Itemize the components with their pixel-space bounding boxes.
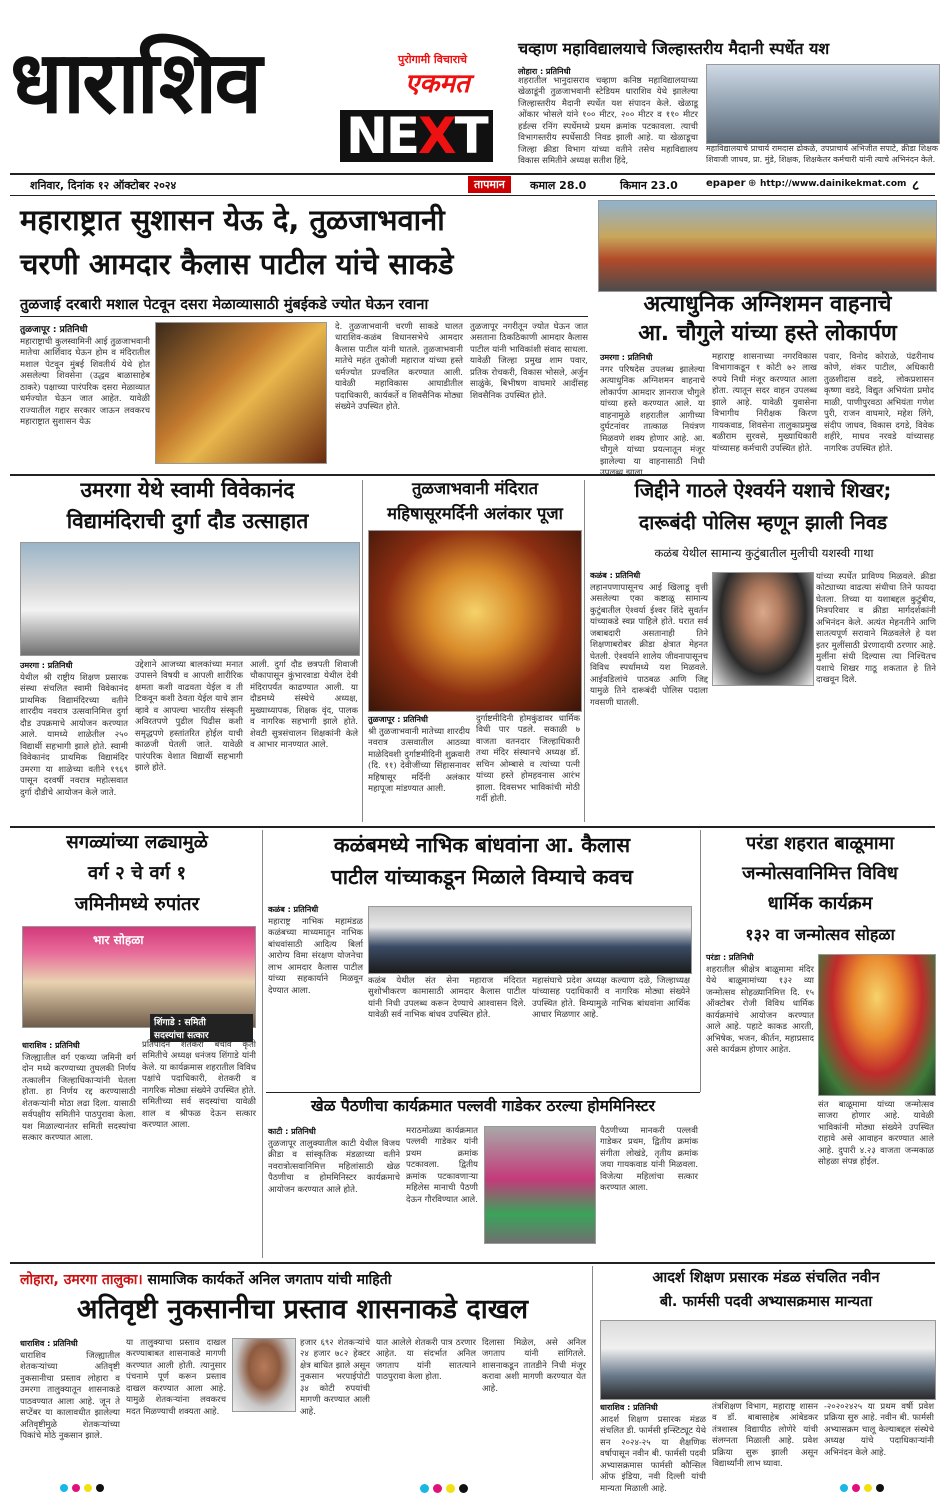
nabhik-col3: महासंघाचे प्रदेश अध्यक्ष कल्याण दळे, जिल्हाध्यक्ष यांच्यासह पदाधिकारी व नागरिक मोठ्या संख्येने उपस्थित होते. विम्यामुळे नाभिक बांधवांना आर्थिक आधार मिळणार आहे. — [532, 976, 690, 1021]
swami-headline-1: उमरगा येथे स्वामी विवेकानंद — [80, 478, 295, 502]
bottom-left-byline: धाराशिव : प्रतिनिधी — [20, 1339, 78, 1348]
bottom-right-col2: तंत्रशिक्षण विभाग, महाराष्ट्र शासन व डॉ. बाबासाहेब आंबेडकर तंत्रशास्त्र विद्यापीठ लोणेरे यांची संलग्नता मिळाली आहे. प्रवेश प्रक्रिया सुरू झाली असून विद्यार्थ्यांनी लाभ घ्यावा. — [712, 1402, 818, 1470]
bottom-left-col3: हजार ६९२ शेतकऱ्यांचे २४ हजार ७८२ हेक्टर क्षेत्र बाधित झाले असून नुकसान भरपाईपोटी ३४ कोटी रुपयांची मागणी करण्यात आली आहे. — [300, 1338, 370, 1417]
paithani-col1: तुळजापूर तालुक्यातील काटी येथील विजय क्रीडा व सांस्कृतिक मंडळाच्या वतीने नवरात्रोत्सवानिमित्त महिलांसाठी खेळ पैठणीचा व होममिनिस्टर कार्यक्रमाचे आयोजन करण्यात आले होते. — [268, 1139, 400, 1195]
cyan-dot — [420, 1484, 429, 1493]
fire-headline-1: अत्याधुनिक अग्निशमन वाहनाचे — [643, 292, 892, 317]
cyan-dot-right — [840, 1484, 848, 1492]
bottom-left-col1: धाराशिव जिल्ह्यातील शेतकऱ्यांच्या अतिवृष्टी नुकसानीचा प्रस्ताव लोहारा व उमरगा तालुक्यातून शासनाकडे पाठवण्यात आला आहे. जून ते सप्टेंबर या कालावधीत झालेल्या अतिवृष्टीमुळे शेतकऱ्यांच्या पिकांचे मोठे नुकसान झाले. — [20, 1351, 120, 1442]
divider-v2 — [584, 480, 585, 822]
balumama-subhead: १३२ वा जन्मोत्सव सोहळा — [745, 925, 895, 944]
divider-v1 — [362, 480, 363, 822]
top-right-body: शहरातील भानुदासराव चव्हाण कनिष्ठ महाविद्यालयाच्या खेळाडूंनी तुळजाभवानी स्टेडियम धाराशिव येथे झालेल्या जिल्हास्तरीय मैदानी स्पर्धेत यश संपादन केले. खेळाडू ओंकार भोसले यांने १०० मीटर, २०० मीटर व ११० मीटर हर्डल्स रनिंग स्पर्धेमध्ये प्रथम क्रमांक पटकावला. त्याची विभागस्तरीय स्पर्धेसाठी निवड झाली आहे. या खेळाडूचा जिल्हा क्रीडा विभाग यांच्या वतीने तसेच महाविद्यालय विकास समितीने अध्यक्ष सतीश हिंदे, — [518, 76, 698, 167]
balumama-headline-3: धार्मिक कार्यक्रम — [767, 893, 873, 914]
next-logo — [340, 107, 493, 165]
police-headline-1: जिद्दीने गाठले ऐश्वर्यने यशाचे शिखर; — [634, 479, 892, 502]
lead-subhead: तुळजाई दरबारी मशाल पेटवून दसरा मेळाव्यासाठी मुंबईकडे ज्योत घेऊन रवाना — [20, 297, 429, 313]
swami-byline: उमरगा : प्रतिनिधी — [20, 661, 73, 670]
black-dot-left — [96, 1484, 104, 1492]
bottom-left-col1-wrap — [20, 1338, 120, 1481]
fire-byline: उमरगा : प्रतिनिधी — [600, 353, 653, 362]
land-photo-banner: भार सोहळा — [93, 933, 144, 947]
registration-marks-left — [60, 1484, 104, 1492]
lead-col1-wrap — [20, 322, 150, 471]
magenta-dot-right — [852, 1484, 860, 1492]
lead-headline-1: महाराष्ट्रात सुशासन येऊ दे, तुळजाभवानी — [20, 203, 445, 237]
lead-col2: दे. तुळजाभवानी चरणी साकडे घालत धाराशिव-कळंब विधानसभेचे आमदार कैलास पाटील यांनी घातले. तुळजाभवानी मातेचे महंत तुकोजी महाराज यांच्या हस्ते धर्मज्योत प्रज्वलित करण्यात आली. यावेळी महाविकास आघाडीतील पदाधिकारी, कार्यकर्ते व शिवसैनिक मोठ्या संख्येने उपस्थित होते. — [335, 322, 463, 413]
lead-col1: महाराष्ट्राची कुलस्वामिनी आई तुळजाभवानी मातेचा आर्शिवाद घेऊन होम व मंदिरातील मशाल पेटवून मुंबई शिवतीर्थ येथे होत असलेल्या शिवसेना (उद्धव बाळासाहेब ठाकरे) पक्षाच्या पारंपरिक दसरा मेळाव्यात धर्मज्योत घेऊन जात आहेत. यावेळी राज्यातील गद्दार सरकार जाऊन लवकरच महाराष्ट्रात सुशासन येऊ — [20, 337, 150, 428]
swami-headline-2: विद्यामंदिराची दुर्गा दौड उत्साहात — [66, 509, 309, 533]
paithani-top-rule — [266, 1092, 700, 1093]
row3-rule — [10, 1262, 935, 1264]
bottom-right-col1-wrap — [600, 1402, 706, 1494]
bottom-left-banner — [20, 1270, 585, 1289]
masthead-brand: एकमत — [405, 69, 470, 99]
registration-marks-right — [840, 1484, 884, 1492]
land-photo-overlay — [150, 1014, 253, 1042]
land-byline: धाराशिव : प्रतिनिधी — [22, 1041, 80, 1050]
cyan-dot-left — [60, 1484, 68, 1492]
bottom-left-col5: दिलासा मिळेल, असे अनिल जगताप यांनी सांगितले. शासनाकडून तातडीने निधी मंजूर करावा अशी मागणी करण्यात येत आहे. — [482, 1338, 586, 1394]
nabhik-photo — [368, 906, 692, 974]
temple-col1-wrap — [368, 714, 470, 821]
balumama-col1: शहरातील श्रीक्षेत्र बाळूमामा मंदिर येथे बाळूमामांच्या १३२ व्या जन्मोत्सव सोहळ्यानिमित्त दि. १५ ऑक्टोबर रोजी विविध धार्मिक कार्यक्रमांचे आयोजन करण्यात आले आहे. पहाटे काकड आरती, अभिषेक, भजन, कीर्तन, महाप्रसाद असे कार्यक्रम होणार आहेत. — [706, 965, 814, 1056]
registration-marks-bottom — [420, 1484, 468, 1493]
land-col1: जिल्ह्यातील वर्ग एकच्या जमिनी वर्ग दोन मध्ये करण्याच्या तुघलकी निर्णय तत्कालीन जिल्हाधिकाऱ्यांनी घेतला होता. हा निर्णय रद्द करण्यासाठी शेतकऱ्यांनी मोठा लढा दिला. यासाठी सर्वपक्षीय समितीने पाठपुरावा केला. यश मिळाल्यानंतर समिती सदस्यांचा सत्कार करण्यात आला. — [22, 1053, 136, 1144]
black-dot-right — [876, 1484, 884, 1492]
paithani-photo — [484, 1126, 596, 1244]
land-overlay-line1: शिंगाडे : समिती — [154, 1018, 206, 1028]
weather-min: किमान 23.0 — [620, 179, 678, 192]
temple-headline-2: महिषासूरमर्दिनी अलंकार पूजा — [387, 504, 563, 523]
yellow-dot-left — [84, 1484, 92, 1492]
lead-photo — [155, 322, 327, 464]
lead-headline-2: चरणी आमदार कैलास पाटील यांचे साकडे — [20, 247, 454, 281]
fire-headline-2: आ. चौगुले यांच्या हस्ते लोकार्पण — [638, 321, 897, 346]
divider-v3 — [262, 830, 263, 1258]
balumama-headline-1: परंडा शहरात बाळूमामा — [746, 833, 894, 854]
nabhik-byline: कळंब : प्रतिनिधी — [268, 905, 319, 914]
paithani-byline: काटी : प्रतिनिधी — [268, 1127, 316, 1136]
land-col1-wrap — [22, 1040, 136, 1253]
police-subhead: कळंब येथील सामान्य कुटुंबातील मुलीची यशस्वी गाथा — [654, 546, 874, 560]
masthead-title: धाराशिव — [10, 32, 260, 133]
paithani-headline: खेळ पैठणीचा कार्यक्रमात पल्लवी गाडेकर ठरल्या होममिनिस्टर — [311, 1097, 655, 1115]
nabhik-headline-1: कळंबमध्ये नाभिक बांधवांना आ. कैलास — [333, 833, 631, 857]
lead-col3: तुळजापूर नगरीतून ज्योत घेऊन जात असताना ठिकठिकाणी आमदार कैलास पाटील यांनी भाविकांशी संवाद साधला. यावेळी जिल्हा प्रमुख शाम पवार, प्रतिक रोचकरी, विकास भोसले, अर्जुन साळुंके, बिभीषण वाघमारे आदींसह शिवसैनिक उपस्थित होते. — [470, 322, 588, 401]
bottom-left-photo — [232, 1338, 296, 1412]
banner-rest: सामाजिक कार्यकर्ते अनिल जगताप यांची माहिती — [147, 1272, 392, 1288]
bottom-left-col4: यात आलेले शेतकरी पात्र ठरणार आहेत. या संदर्भात अनिल जगताप यांनी सातत्याने पाठपुरावा केला होता. — [376, 1338, 476, 1383]
row2-rule — [10, 826, 935, 828]
globe-icon: ⊕ — [748, 178, 757, 189]
next-prefix: NE — [346, 107, 419, 165]
police-col1: लहानपणापासूनच आई खिलाडू वृत्ती असलेल्या एका कष्टाळू सामान्य कुटुंबातील ऐश्वर्या ईश्वर शिंदे सुवर्तन यांच्याकडे स्वप्न पाहिले होते. घरात सर्व जबाबदारी असतानाही तिने शिक्षणाबरोबर क्रीडा क्षेत्रात मेहनत घेतली. ऐश्वर्याने शालेय जीवनापासूनच विविध स्पर्धांमध्ये यश मिळवले. आईवडिलांचे पाठबळ आणि जिद्द यामुळे तिने दारूबंदी पोलिस पदाला गवसणी घातली. — [590, 583, 708, 708]
nabhik-col1: महाराष्ट्र नाभिक महामंडळ कळंबच्या माध्यमातून नाभिक बांधवांसाठी आदित्य बिर्ला आरोग्य विमा संरक्षण योजनेचा लाभ आमदार कैलास पाटील यांच्या सहकार्याने मिळवून देण्यात आला. — [268, 917, 363, 996]
black-dot — [459, 1484, 468, 1493]
row1-rule — [10, 474, 935, 476]
bottom-right-headline-1: आदर्श शिक्षण प्रसारक मंडळ संचलित नवीन — [652, 1270, 880, 1286]
magenta-dot — [433, 1484, 442, 1493]
weather-label: तापमान — [468, 176, 511, 193]
banner-location: लोहारा, उमरगा तालुका। — [20, 1272, 143, 1288]
temple-col2: दुर्गाष्टमीदिनी होमकुंडावर धार्मिक विधी पार पडले. सकाळी ७ वाजता वतनदार जिल्हाधिकारी तथा मंदिर संस्थानचे अध्यक्ष डॉ. सचिन ओम्बासे व त्यांच्या पत्नी यांच्या हस्ते होमहवनास आरंभ झाला. दिवसभर भाविकांची मोठी गर्दी होती. — [476, 714, 580, 805]
next-x: X — [418, 107, 455, 165]
epaper-label: epaper — [706, 178, 746, 189]
paithani-col3: पैठणीच्या मानकरी पल्लवी गाडेकर प्रथम, द्वितीय क्रमांक संगीता लोखंडे, तृतीय क्रमांक जया गायकवाड यांनी मिळवला. विजेत्या महिलांचा सत्कार करण्यात आला. — [600, 1126, 698, 1194]
police-headline-2: दारूबंदी पोलिस म्हणून झाली निवड — [638, 511, 888, 534]
fire-photo — [598, 200, 937, 292]
dateline-bottom-rule — [10, 195, 935, 196]
temple-headline-1: तुळजाभवानी मंदिरात — [411, 479, 538, 498]
swami-col3: आली. दुर्गा दौड छत्रपती शिवाजी चौकापासून कुंभारवाडा येथील देवी मंदिरापर्यंत काढण्यात आली. या दौडमध्ये संस्थेचे अध्यक्ष, मुख्याध्यापक, शिक्षक वृंद, पालक व नागरिक सहभागी झाले होते. शेवटी सुत्रसंचालन शिक्षकांनी केले व आभार मानण्यात आले. — [250, 660, 358, 751]
balumama-headline-2: जन्मोत्सवानिमित्त विविध — [742, 863, 898, 884]
divider-v4 — [700, 830, 701, 1092]
paithani-col1-wrap — [268, 1126, 400, 1255]
fire-col1-wrap — [600, 352, 705, 475]
swami-col2: उद्देशाने आजच्या बालकांच्या मनात उपासने विषयी व आपली शारीरिक क्षमता कशी वाढवता येईल व ती टिकवून कशी ठेवता येईल याचे ज्ञान व्हावे व आपल्या भारतीय संस्कृती अविरतपणे पुढील पिढीस कशी समृद्धपणे हस्तांतरित होईल याची काळजी घेतली जाते. यावेळी पारंपरिक वेशात विद्यार्थी सहभागी झाले होते. — [135, 660, 243, 774]
fire-col1: नगर परिषदेस उपलब्ध झालेल्या अत्याधुनिक अग्निशमन वाहनाचे लोकार्पण आमदार ज्ञानराज चौगुले यांच्या हस्ते करण्यात आले. या वाहनामुळे शहरातील आगीच्या दुर्घटनांवर तात्काळ नियंत्रण मिळवणे शक्य होणार आहे. आ. चौगुले यांच्या प्रयत्नातून मंजूर झालेल्या या वाहनासाठी निधी — [600, 365, 705, 467]
swami-col1: येथील श्री राष्ट्रीय शिक्षण प्रसारक संस्था संचलित स्वामी विवेकानंद प्राथमिक विद्यामंदिरच्या वतीने शारदीय नवरात्र उत्सवानिमित्त दुर्गा दौड उपक्रमाचे आयोजन करण्यात आले. यामध्ये शाळेतील २५० विद्यार्थी सहभागी झाले होते. स्वामी विवेकानंद प्राथमिक विद्यामंदिर उमरगा या शाळेच्या वतीने १९६९ पासून दरवर्षी नवरात्र महोत्सवात दुर्गा दौडीचे आयोजन केले जाते. — [20, 673, 128, 798]
weather-max: कमाल 28.0 — [530, 179, 587, 192]
land-headline-2: वर्ग २ चे वर्ग १ — [87, 863, 187, 884]
bottom-left-col2: या तालुक्याचा प्रस्ताव दाखल करण्याबाबत शासनाकडे मागणी करण्यात आली होती. त्यानुसार पंचनामे पूर्ण करून प्रस्ताव दाखल करण्यात आला आहे. यामुळे शेतकऱ्यांना लवकरच मदत मिळण्याची शक्यता आहे. — [126, 1338, 226, 1417]
temple-photo — [368, 530, 582, 712]
top-right-headline: चव्हाण महाविद्यालयाचे जिल्हास्तरीय मैदानी स्पर्धेत यश — [518, 39, 830, 58]
bottom-right-byline: धाराशिव : प्रतिनिधी — [600, 1403, 658, 1412]
nabhik-headline-2: पाटील यांच्याकडून मिळाले विम्याचे कवच — [331, 865, 633, 889]
top-right-caption: महाविद्यालयाचे प्राचार्य रामदास ढोकळे, उपप्राचार्य अभिजीत सपाटे, क्रीडा शिक्षक शिवाजी जाधव, प्रा. मुंडे, शिक्षक, शिक्षकेतर कर्मचारी यांनी त्याचे अभिनंदन केले. — [706, 144, 938, 164]
top-right-byline: लोहारा : प्रतिनिधी — [518, 67, 571, 76]
temple-col1: श्री तुळजाभवानी मातेच्या शारदीय नवरात्र उत्सवातील आठव्या माळेदिवशी दुर्गाष्टमीदिनी शुक्रवारी (दि. ११) देवीजींच्या सिंहासनावर महिषासूर मर्दिनी अलंकार महापूजा मांडण्यात आली. — [368, 727, 470, 795]
dateline-top-rule — [10, 173, 935, 175]
temple-byline: तुळजापूर : प्रतिनिधी — [368, 715, 428, 724]
swami-photo — [20, 542, 360, 656]
land-col2: प्रतिपादन शेतकरी बचाव कृती समितीचे अध्यक्ष धनंजय शिंगाडे यांनी केले. या कार्यक्रमास शहरातील विविध पक्षांचे पदाधिकारी, शेतकरी व नागरिक मोठ्या संख्येने उपस्थित होते. समितीच्या सर्व सदस्यांचा यावेळी शाल व श्रीफळ देऊन सत्कार करण्यात आला. — [142, 1040, 257, 1131]
magenta-dot-left — [72, 1484, 80, 1492]
epaper-url[interactable]: http://www.dainikekmat.com — [760, 179, 907, 189]
top-right-photo — [706, 64, 940, 144]
land-overlay-line2: सदस्यांचा सत्कार — [154, 1031, 209, 1041]
land-photo — [22, 926, 256, 1028]
bottom-left-headline: अतिवृष्टी नुकसानीचा प्रस्ताव शासनाकडे दाखल — [76, 1294, 529, 1325]
next-suffix: T — [454, 107, 487, 165]
police-photo — [712, 572, 814, 686]
land-headline-1: सगळ्यांच्या लढ्यामुळे — [66, 832, 208, 853]
balumama-col1-wrap — [706, 952, 814, 1255]
balumama-photo — [818, 954, 936, 1096]
yellow-dot-right — [864, 1484, 872, 1492]
bottom-right-col3: -२०२०२४२५ या प्रथम वर्षी प्रवेश प्रक्रिया सुरु आहे. नवीन बी. फार्मसी अभ्यासक्रम चालू केल्याबद्दल संस्थेचे अध्यक्ष यांचे पदाधिकाऱ्यांनी अभिनंदन केले आहे. — [824, 1402, 934, 1458]
lead-byline: तुळजापूर : प्रतिनिधी — [20, 325, 88, 335]
fire-col3: पवार, विनोद कोराळे, पंढरीनाथ कोणे, शंकर पाटील, अधिकारी तुळशीदास वडदे, लोकप्रशासन कृष्णा वडदे, विद्युत अभियंता प्रमोद माळी, पाणीपुरवठा अभियंता गणेश पुरी, राजन वाघमारे, महेश लिंगे, संदीप जाधव, विकास दगडे, विवेक शहीरे, माधव नरवडे यांच्यासह नागरिक उपस्थित होते. — [824, 352, 934, 454]
bottom-right-headline-2: बी. फार्मसी पदवी अभ्यासक्रमास मान्यता — [659, 1294, 873, 1310]
swami-col1-wrap — [20, 660, 128, 821]
divider-v5 — [592, 1266, 593, 1480]
paithani-col2: मराठमोळ्या कार्यक्रमात पल्लवी गाडेकर यांनी प्रथम क्रमांक पटकावला. द्वितीय क्रमांक पटकावणाऱ्या महिलेस मानाची पैठणी देऊन गौरविण्यात आले. — [406, 1126, 478, 1205]
police-col2: यांच्या स्पर्धेत प्राविण्य मिळवले. क्रीडा कोट्याच्या वाढत्या संधीचा तिने फायदा घेतला. तिच्या या यशाबद्दल कुटुंबीय, मित्रपरिवार व क्रीडा मार्गदर्शकांनी अभिनंदन केले. अत्यंत मेहनतीने आणि सातत्यपूर्ण सरावाने मिळवलेले हे यश इतर मुलींसाठी प्रेरणादायी ठरणार आहे. मुलींना संधी दिल्यास त्या निश्चितच यशाचे शिखर गाठू शकतात हे तिने दाखवून दिले. — [816, 572, 936, 686]
fire-col2: महाराष्ट्र शासनाच्या नगरविकास विभागाकडून १ कोटी ७२ लाख रुपये निधी मंजूर करण्यात आला होता. त्यातून सदर वाहन उपलब्ध झाले आहे. यावेळी युवासेना विभागीय निरीक्षक किरण गायकवाड, शिवसेना तालुकाप्रमुख बळीराम सुरवसे, मुख्याधिकारी यांच्यासह कर्मचारी उपस्थित होते. — [712, 352, 817, 454]
page-number: ८ — [912, 178, 920, 194]
police-byline: कळंब : प्रतिनिधी — [590, 571, 641, 580]
balumama-byline: परंडा : प्रतिनिधी — [706, 953, 754, 962]
land-headline-3: जमिनीमध्ये रुपांतर — [74, 894, 200, 915]
bottom-right-col1: आदर्श शिक्षण प्रसारक मंडळ संचलित डी. फार्मसी इन्स्टिट्यूट येथे सन २०२४-२५ या शैक्षणिक वर्षापासून नवीन बी. फार्मसी पदवी अभ्यासक्रमास फार्मसी कौन्सिल ऑफ इंडिया, नवी दिल्ली यांची मान्यता मिळाली आहे. — [600, 1415, 706, 1494]
nabhik-col2: कळंब येथील संत सेना महाराज मंदिरात सुशोभीकरण कामासाठी आमदार कैलास पाटील यांनी निधी उपलब्ध करून देण्याचे आश्वासन दिले. यावेळी सर्व नाभिक बांधव उपस्थित होते. — [368, 976, 526, 1021]
lead-rule — [20, 316, 588, 317]
nabhik-col1-wrap — [268, 904, 363, 1007]
dateline-date: शनिवार, दिनांक १२ ऑक्टोबर २०२४ — [30, 179, 177, 192]
masthead-tagline: पुरोगामी विचाराचे — [398, 53, 468, 66]
police-col1-wrap — [590, 570, 708, 821]
balumama-col2: संत बाळूमामा यांच्या जन्मोत्सव साजरा होणार आहे. यावेळी भाविकांनी मोठ्या संख्येने उपस्थित राहावे असे आवाहन करण्यात आले आहे. दुपारी ४.२३ वाजता जन्मकाळ सोहळा संपन्न होईल. — [818, 1100, 934, 1168]
yellow-dot — [446, 1484, 455, 1493]
bottom-right-photo — [600, 1320, 936, 1400]
